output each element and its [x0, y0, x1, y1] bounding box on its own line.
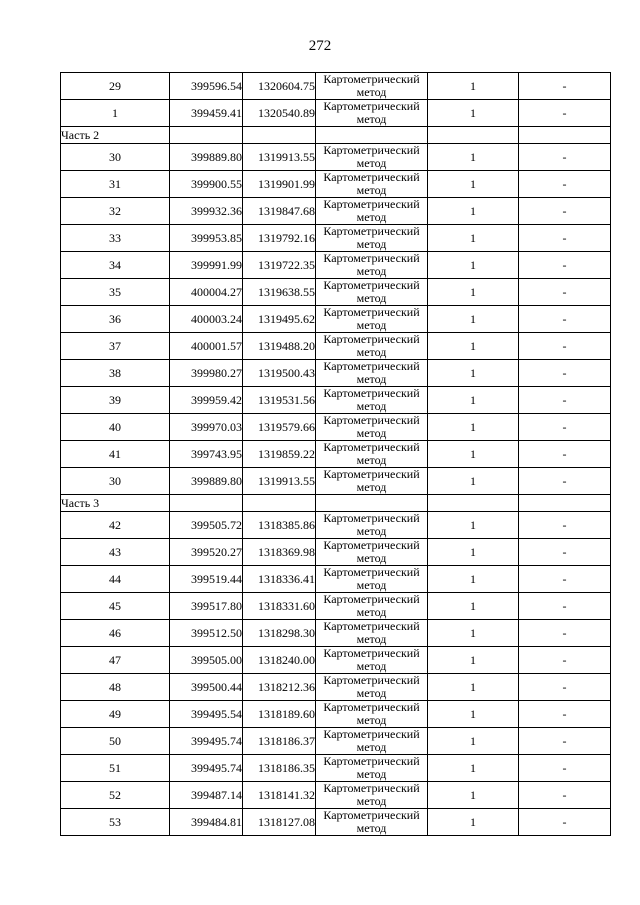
accuracy-value: 1 [428, 198, 519, 225]
method-line-2: метод [356, 372, 387, 386]
empty-cell [170, 495, 243, 512]
coordinate-y: 1319500.43 [243, 360, 316, 387]
table-row [61, 512, 611, 539]
method-line-1: Картометрический [323, 171, 420, 184]
method-cell [316, 674, 428, 701]
method-cell [316, 468, 428, 495]
point-number: 52 [61, 782, 170, 809]
table-row [61, 171, 611, 198]
table-row [61, 566, 611, 593]
accuracy-value: 1 [428, 728, 519, 755]
method-cell [316, 620, 428, 647]
dash-value: - [519, 647, 611, 674]
point-number: 40 [61, 414, 170, 441]
coordinate-x: 399959.42 [170, 387, 243, 414]
coordinate-x: 399953.85 [170, 225, 243, 252]
method-line-1: Картометрический [323, 674, 420, 687]
coordinate-y: 1318141.32 [243, 782, 316, 809]
method-cell [316, 414, 428, 441]
method-text [316, 171, 427, 197]
method-line-2: метод [356, 605, 387, 619]
coordinate-x: 399889.80 [170, 144, 243, 171]
page-number: 272 [308, 38, 332, 54]
table-row [61, 387, 611, 414]
point-number: 30 [61, 144, 170, 171]
accuracy-value: 1 [428, 414, 519, 441]
method-cell [316, 755, 428, 782]
empty-cell [428, 495, 519, 512]
coordinate-x: 399495.54 [170, 701, 243, 728]
point-number: 1 [61, 100, 170, 127]
point-number: 41 [61, 441, 170, 468]
method-line-2: метод [356, 551, 387, 565]
method-line-2: метод [356, 210, 387, 224]
accuracy-value: 1 [428, 225, 519, 252]
method-line-1: Картометрический [323, 144, 420, 157]
coordinate-x: 399991.99 [170, 252, 243, 279]
dash-value: - [519, 414, 611, 441]
coordinate-y: 1319859.22 [243, 441, 316, 468]
method-line-1: Картометрический [323, 198, 420, 211]
dash-value: - [519, 468, 611, 495]
method-line-1: Картометрический [323, 252, 420, 265]
empty-cell [170, 127, 243, 144]
dash-value: - [519, 333, 611, 360]
coordinate-y: 1320604.75 [243, 73, 316, 100]
dash-value: - [519, 73, 611, 100]
method-line-1: Картометрический [323, 306, 420, 319]
method-line-1: Картометрический [323, 387, 420, 400]
method-text [316, 144, 427, 170]
coordinate-y: 1319531.56 [243, 387, 316, 414]
coordinate-y: 1319847.68 [243, 198, 316, 225]
coordinate-y: 1319638.55 [243, 279, 316, 306]
point-number: 30 [61, 468, 170, 495]
empty-cell [243, 495, 316, 512]
dash-value: - [519, 674, 611, 701]
method-text [316, 279, 427, 305]
table-row [61, 674, 611, 701]
dash-value: - [519, 620, 611, 647]
method-line-2: метод [356, 112, 387, 126]
dash-value: - [519, 728, 611, 755]
method-line-1: Картометрический [323, 100, 420, 113]
method-line-2: метод [356, 524, 387, 538]
method-cell [316, 782, 428, 809]
dash-value: - [519, 512, 611, 539]
method-cell [316, 728, 428, 755]
method-cell [316, 73, 428, 100]
table-row [61, 198, 611, 225]
dash-value: - [519, 593, 611, 620]
point-number: 36 [61, 306, 170, 333]
coordinate-x: 399970.03 [170, 414, 243, 441]
accuracy-value: 1 [428, 144, 519, 171]
method-line-1: Картометрический [323, 647, 420, 660]
method-line-2: метод [356, 291, 387, 305]
coordinate-y: 1318331.60 [243, 593, 316, 620]
table-row [61, 73, 611, 100]
method-line-2: метод [356, 264, 387, 278]
coordinate-x: 399520.27 [170, 539, 243, 566]
method-line-1: Картометрический [323, 225, 420, 238]
table-row [61, 333, 611, 360]
point-number: 45 [61, 593, 170, 620]
dash-value: - [519, 809, 611, 836]
method-cell [316, 647, 428, 674]
method-cell [316, 306, 428, 333]
accuracy-value: 1 [428, 755, 519, 782]
method-line-1: Картометрический [323, 755, 420, 768]
table-row [61, 252, 611, 279]
method-line-1: Картометрический [323, 728, 420, 741]
table-row [61, 225, 611, 252]
point-number: 47 [61, 647, 170, 674]
table-row [61, 100, 611, 127]
accuracy-value: 1 [428, 252, 519, 279]
accuracy-value: 1 [428, 701, 519, 728]
point-number: 32 [61, 198, 170, 225]
method-line-1: Картометрический [323, 360, 420, 373]
accuracy-value: 1 [428, 647, 519, 674]
method-cell [316, 441, 428, 468]
coordinate-x: 399484.81 [170, 809, 243, 836]
dash-value: - [519, 198, 611, 225]
method-text [316, 647, 427, 673]
method-line-1: Картометрический [323, 620, 420, 633]
method-text [316, 593, 427, 619]
table-row [61, 620, 611, 647]
method-text [316, 414, 427, 440]
accuracy-value: 1 [428, 441, 519, 468]
method-text [316, 468, 427, 494]
table-row [61, 539, 611, 566]
coordinate-y: 1319722.35 [243, 252, 316, 279]
accuracy-value: 1 [428, 539, 519, 566]
coordinate-y: 1318240.00 [243, 647, 316, 674]
method-line-2: метод [356, 659, 387, 673]
accuracy-value: 1 [428, 171, 519, 198]
method-line-2: метод [356, 399, 387, 413]
accuracy-value: 1 [428, 620, 519, 647]
method-text [316, 620, 427, 646]
method-line-1: Картометрический [323, 782, 420, 795]
table-row [61, 360, 611, 387]
method-cell [316, 198, 428, 225]
part-header-row [61, 495, 611, 512]
coordinate-y: 1319579.66 [243, 414, 316, 441]
dash-value: - [519, 306, 611, 333]
coordinate-x: 399932.36 [170, 198, 243, 225]
method-line-1: Картометрический [323, 73, 420, 86]
accuracy-value: 1 [428, 782, 519, 809]
method-cell [316, 252, 428, 279]
coordinates-table [60, 72, 611, 836]
method-line-2: метод [356, 480, 387, 494]
method-text [316, 306, 427, 332]
dash-value: - [519, 171, 611, 198]
dash-value: - [519, 441, 611, 468]
method-line-2: метод [356, 156, 387, 170]
method-cell [316, 144, 428, 171]
dash-value: - [519, 701, 611, 728]
method-line-1: Картометрический [323, 441, 420, 454]
part-header-row [61, 127, 611, 144]
table-row [61, 306, 611, 333]
part-label: Часть 2 [61, 127, 170, 144]
method-text [316, 198, 427, 224]
method-text [316, 566, 427, 592]
method-line-1: Картометрический [323, 468, 420, 481]
empty-cell [316, 127, 428, 144]
method-cell [316, 225, 428, 252]
method-cell [316, 566, 428, 593]
coordinate-x: 399500.44 [170, 674, 243, 701]
coordinate-x: 399596.54 [170, 73, 243, 100]
coordinate-y: 1318189.60 [243, 701, 316, 728]
dash-value: - [519, 755, 611, 782]
table-row [61, 593, 611, 620]
dash-value: - [519, 225, 611, 252]
empty-cell [519, 495, 611, 512]
method-line-2: метод [356, 578, 387, 592]
table-row [61, 279, 611, 306]
point-number: 44 [61, 566, 170, 593]
method-text [316, 674, 427, 700]
accuracy-value: 1 [428, 674, 519, 701]
dash-value: - [519, 387, 611, 414]
method-cell [316, 279, 428, 306]
table-row [61, 414, 611, 441]
method-line-1: Картометрический [323, 809, 420, 822]
method-line-1: Картометрический [323, 512, 420, 525]
method-cell [316, 387, 428, 414]
point-number: 29 [61, 73, 170, 100]
coordinate-x: 399889.80 [170, 468, 243, 495]
coordinate-x: 399900.55 [170, 171, 243, 198]
point-number: 48 [61, 674, 170, 701]
dash-value: - [519, 252, 611, 279]
method-line-2: метод [356, 632, 387, 646]
coordinate-x: 400003.24 [170, 306, 243, 333]
dash-value: - [519, 782, 611, 809]
method-line-1: Картометрический [323, 279, 420, 292]
method-line-2: метод [356, 85, 387, 99]
point-number: 37 [61, 333, 170, 360]
method-text [316, 100, 427, 126]
coordinate-x: 399495.74 [170, 755, 243, 782]
coordinate-y: 1319495.62 [243, 306, 316, 333]
method-text [316, 252, 427, 278]
table-row [61, 755, 611, 782]
method-text [316, 701, 427, 727]
method-line-1: Картометрический [323, 539, 420, 552]
method-text [316, 73, 427, 99]
coordinate-y: 1319901.99 [243, 171, 316, 198]
method-text [316, 539, 427, 565]
accuracy-value: 1 [428, 279, 519, 306]
method-text [316, 225, 427, 251]
method-line-2: метод [356, 453, 387, 467]
point-number: 46 [61, 620, 170, 647]
method-cell [316, 593, 428, 620]
accuracy-value: 1 [428, 566, 519, 593]
coordinate-x: 399512.50 [170, 620, 243, 647]
coordinate-x: 399743.95 [170, 441, 243, 468]
table-row [61, 809, 611, 836]
dash-value: - [519, 566, 611, 593]
coordinates-table-body [61, 73, 611, 836]
point-number: 49 [61, 701, 170, 728]
method-line-1: Картометрический [323, 593, 420, 606]
coordinate-y: 1318127.08 [243, 809, 316, 836]
coordinate-y: 1318385.86 [243, 512, 316, 539]
table-row [61, 728, 611, 755]
empty-cell [316, 495, 428, 512]
coordinate-y: 1319913.55 [243, 468, 316, 495]
coordinate-y: 1319792.16 [243, 225, 316, 252]
method-line-1: Картометрический [323, 701, 420, 714]
accuracy-value: 1 [428, 468, 519, 495]
method-line-1: Картометрический [323, 566, 420, 579]
coordinate-x: 399459.41 [170, 100, 243, 127]
point-number: 51 [61, 755, 170, 782]
dash-value: - [519, 100, 611, 127]
accuracy-value: 1 [428, 809, 519, 836]
coordinate-y: 1318369.98 [243, 539, 316, 566]
method-line-1: Картометрический [323, 333, 420, 346]
method-text [316, 755, 427, 781]
coordinate-x: 399980.27 [170, 360, 243, 387]
dash-value: - [519, 279, 611, 306]
point-number: 53 [61, 809, 170, 836]
coordinate-y: 1319488.20 [243, 333, 316, 360]
table-row [61, 441, 611, 468]
dash-value: - [519, 539, 611, 566]
method-cell [316, 333, 428, 360]
coordinate-y: 1318186.37 [243, 728, 316, 755]
point-number: 50 [61, 728, 170, 755]
coordinate-y: 1318298.30 [243, 620, 316, 647]
method-cell [316, 539, 428, 566]
coordinate-y: 1319913.55 [243, 144, 316, 171]
method-text [316, 782, 427, 808]
method-line-2: метод [356, 426, 387, 440]
coordinate-x: 399519.44 [170, 566, 243, 593]
coordinate-x: 399505.72 [170, 512, 243, 539]
method-line-2: метод [356, 237, 387, 251]
empty-cell [428, 127, 519, 144]
coordinate-x: 399517.80 [170, 593, 243, 620]
coordinate-x: 400001.57 [170, 333, 243, 360]
point-number: 38 [61, 360, 170, 387]
point-number: 34 [61, 252, 170, 279]
point-number: 33 [61, 225, 170, 252]
coordinate-y: 1320540.89 [243, 100, 316, 127]
accuracy-value: 1 [428, 360, 519, 387]
coordinate-x: 399495.74 [170, 728, 243, 755]
table-row [61, 701, 611, 728]
accuracy-value: 1 [428, 593, 519, 620]
coordinate-y: 1318212.36 [243, 674, 316, 701]
empty-cell [519, 127, 611, 144]
table-row [61, 468, 611, 495]
method-cell [316, 701, 428, 728]
method-line-1: Картометрический [323, 414, 420, 427]
method-text [316, 387, 427, 413]
accuracy-value: 1 [428, 333, 519, 360]
dash-value: - [519, 360, 611, 387]
coordinate-x: 400004.27 [170, 279, 243, 306]
point-number: 43 [61, 539, 170, 566]
accuracy-value: 1 [428, 306, 519, 333]
method-line-2: метод [356, 183, 387, 197]
dash-value: - [519, 144, 611, 171]
method-cell [316, 360, 428, 387]
accuracy-value: 1 [428, 512, 519, 539]
point-number: 39 [61, 387, 170, 414]
table-row [61, 782, 611, 809]
table-row [61, 647, 611, 674]
method-line-2: метод [356, 821, 387, 835]
method-line-2: метод [356, 318, 387, 332]
method-text [316, 512, 427, 538]
coordinate-y: 1318336.41 [243, 566, 316, 593]
method-cell [316, 100, 428, 127]
method-line-2: метод [356, 740, 387, 754]
coordinate-x: 399505.00 [170, 647, 243, 674]
point-number: 31 [61, 171, 170, 198]
method-text [316, 441, 427, 467]
method-cell [316, 512, 428, 539]
method-line-2: метод [356, 686, 387, 700]
method-line-2: метод [356, 713, 387, 727]
accuracy-value: 1 [428, 100, 519, 127]
point-number: 35 [61, 279, 170, 306]
point-number: 42 [61, 512, 170, 539]
method-cell [316, 171, 428, 198]
method-line-2: метод [356, 345, 387, 359]
part-label: Часть 3 [61, 495, 170, 512]
accuracy-value: 1 [428, 387, 519, 414]
method-line-2: метод [356, 767, 387, 781]
table-row [61, 144, 611, 171]
accuracy-value: 1 [428, 73, 519, 100]
method-text [316, 809, 427, 835]
method-text [316, 728, 427, 754]
empty-cell [243, 127, 316, 144]
coordinate-y: 1318186.35 [243, 755, 316, 782]
method-text [316, 360, 427, 386]
method-text [316, 333, 427, 359]
method-cell [316, 809, 428, 836]
coordinate-x: 399487.14 [170, 782, 243, 809]
method-line-2: метод [356, 794, 387, 808]
